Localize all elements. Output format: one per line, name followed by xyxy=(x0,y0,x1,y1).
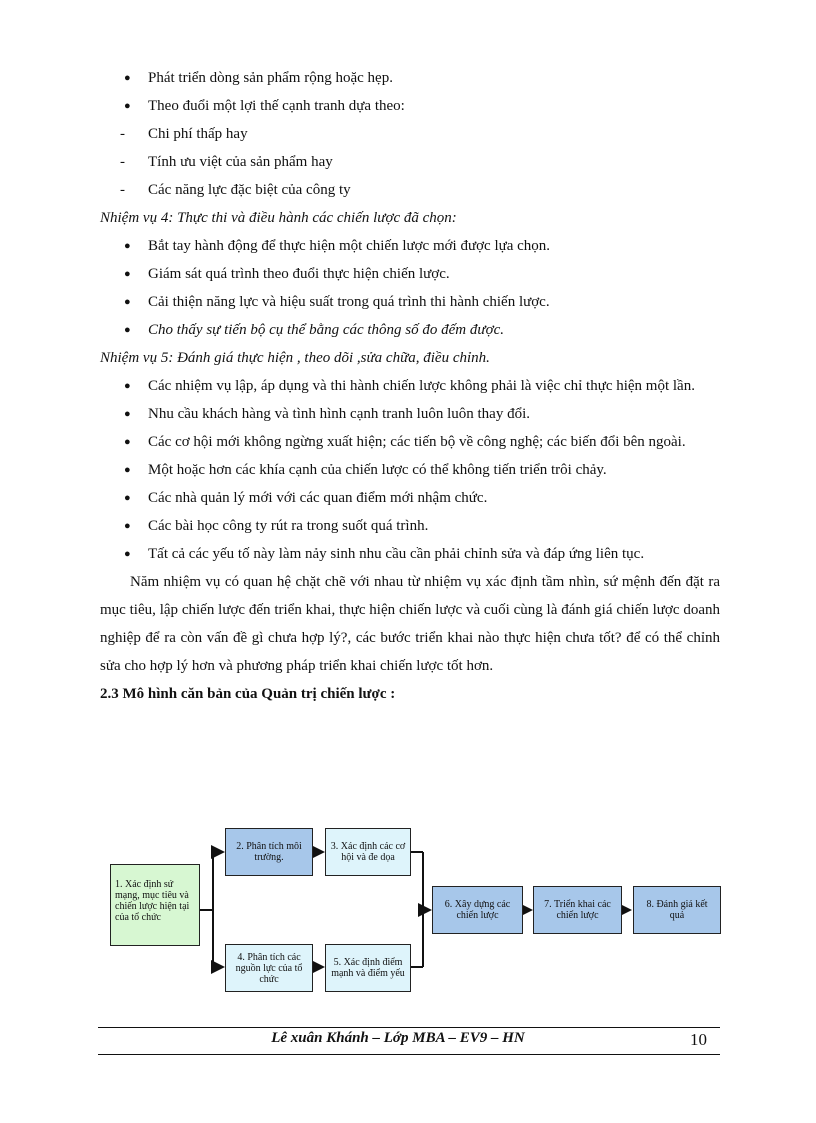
list-item-text: Một hoặc hơn các khía cạnh của chiến lược có thể không tiến triển trôi chảy. xyxy=(148,462,607,478)
dash-icon: - xyxy=(120,126,125,142)
bullet-icon: ● xyxy=(124,72,131,84)
diagram-box-implement: 7. Triển khai các chiến lược xyxy=(533,886,622,934)
bullet-icon: ● xyxy=(124,548,131,560)
list-item xyxy=(100,540,720,568)
list-item xyxy=(100,484,720,512)
diagram-box-mission: 1. Xác định sứ mạng, mục tiêu và chiến lược hiện tại của tổ chức xyxy=(110,864,200,946)
page-number: 10 xyxy=(690,1030,707,1049)
list-item-text: Cho thấy sự tiến bộ cụ thể bằng các thông số đo đếm được. xyxy=(148,322,504,338)
footer-rule-top xyxy=(98,1027,720,1028)
diagram-box-environment: 2. Phân tích môi trường. xyxy=(225,828,313,876)
list-item-text: Các nhà quản lý mới với các quan điểm mới nhậm chức. xyxy=(148,490,488,506)
list-item-text: Phát triển dòng sản phẩm rộng hoặc hẹp. xyxy=(148,70,393,86)
diagram-box-build-strategy: 6. Xây dựng các chiến lược xyxy=(432,886,523,934)
list-item-text: Các cơ hội mới không ngừng xuất hiện; các tiến bộ về công nghệ; các biến đổi bên ngoài. xyxy=(148,434,686,450)
list-item-text: Các năng lực đặc biệt của công ty xyxy=(148,182,351,198)
bullet-icon: ● xyxy=(124,492,131,504)
bullet-icon: ● xyxy=(124,436,131,448)
list-item-text: Các bài học công ty rút ra trong suốt quá trình. xyxy=(148,518,429,534)
list-item xyxy=(100,372,720,400)
list-item-text: Nhu cầu khách hàng và tình hình cạnh tranh luôn luôn thay đổi. xyxy=(148,406,530,422)
list-item xyxy=(100,92,720,120)
list-item xyxy=(100,260,720,288)
list-item xyxy=(100,428,720,456)
page-body xyxy=(100,64,720,708)
list-item-text: Theo đuổi một lợi thế cạnh tranh dựa theo: xyxy=(148,98,405,114)
list-item xyxy=(100,176,720,204)
dash-icon: - xyxy=(120,182,125,198)
list-item-text: Cải thiện năng lực và hiệu suất trong quá trình thi hành chiến lược. xyxy=(148,294,550,310)
list-item-text: Các nhiệm vụ lập, áp dụng và thi hành chiến lược không phải là việc chỉ thực hiện một lần. xyxy=(148,378,695,394)
list-item xyxy=(100,456,720,484)
list-item xyxy=(100,64,720,92)
bullet-icon: ● xyxy=(124,408,131,420)
task-heading: Nhiệm vụ 4: Thực thi và điều hành các chiến lược đã chọn: xyxy=(100,210,457,226)
diagram-box-resources: 4. Phân tích các nguồn lực của tổ chức xyxy=(225,944,313,992)
dash-icon: - xyxy=(120,154,125,170)
footer-author: Lê xuân Khánh – Lớp MBA – EV9 – HN xyxy=(271,1030,525,1046)
diagram-box-opportunities: 3. Xác định các cơ hội và đe dọa xyxy=(325,828,411,876)
bullet-icon: ● xyxy=(124,324,131,336)
list-item-text: Bắt tay hành động để thực hiện một chiến lược mới được lựa chọn. xyxy=(148,238,551,254)
list-item-text: Tất cả các yếu tố này làm nảy sinh nhu cầu cần phải chỉnh sửa và đáp ứng liên tục. xyxy=(148,546,645,562)
list-item xyxy=(100,288,720,316)
section-heading: 2.3 Mô hình căn bản của Quản trị chiến lược : xyxy=(100,686,396,702)
diagram-box-evaluate: 8. Đánh giá kết quả xyxy=(633,886,721,934)
bullet-icon: ● xyxy=(124,240,131,252)
task-heading: Nhiệm vụ 5: Đánh giá thực hiện , theo dõi ,sửa chữa, điều chỉnh. xyxy=(100,350,490,366)
list-item xyxy=(100,148,720,176)
bullet-icon: ● xyxy=(124,268,131,280)
bullet-icon: ● xyxy=(124,380,131,392)
diagram-box-strengths: 5. Xác định điểm mạnh và điểm yếu xyxy=(325,944,411,992)
bullet-icon: ● xyxy=(124,520,131,532)
bullet-icon: ● xyxy=(124,296,131,308)
list-item xyxy=(100,512,720,540)
list-item xyxy=(100,232,720,260)
list-item-text: Tính ưu việt của sản phẩm hay xyxy=(148,154,333,170)
list-item-text: Chi phí thấp hay xyxy=(148,126,248,142)
list-item xyxy=(100,400,720,428)
strategy-model-diagram xyxy=(105,822,725,1002)
footer-rule-bottom xyxy=(98,1054,720,1055)
list-item xyxy=(100,316,720,344)
bullet-icon: ● xyxy=(124,100,131,112)
list-item xyxy=(100,120,720,148)
summary-paragraph: Năm nhiệm vụ có quan hệ chặt chẽ với nhau từ nhiệm vụ xác định tầm nhìn, sứ mệnh đến đặt ra mục tiêu, lập chiến lược đến triển khai, thực hiện chiến lược và cuối cùng là đánh giá chiến lược doanh nghiệp để ra còn vấn đề gì chưa hợp lý?, các bước triển khai nào thực hiện chưa tốt? để có thể chỉnh sửa cho hợp lý hơn và phương pháp triển khai chiến lược tốt hơn. xyxy=(100,574,720,674)
list-item-text: Giám sát quá trình theo đuổi thực hiện chiến lược. xyxy=(148,266,450,282)
bullet-icon: ● xyxy=(124,464,131,476)
